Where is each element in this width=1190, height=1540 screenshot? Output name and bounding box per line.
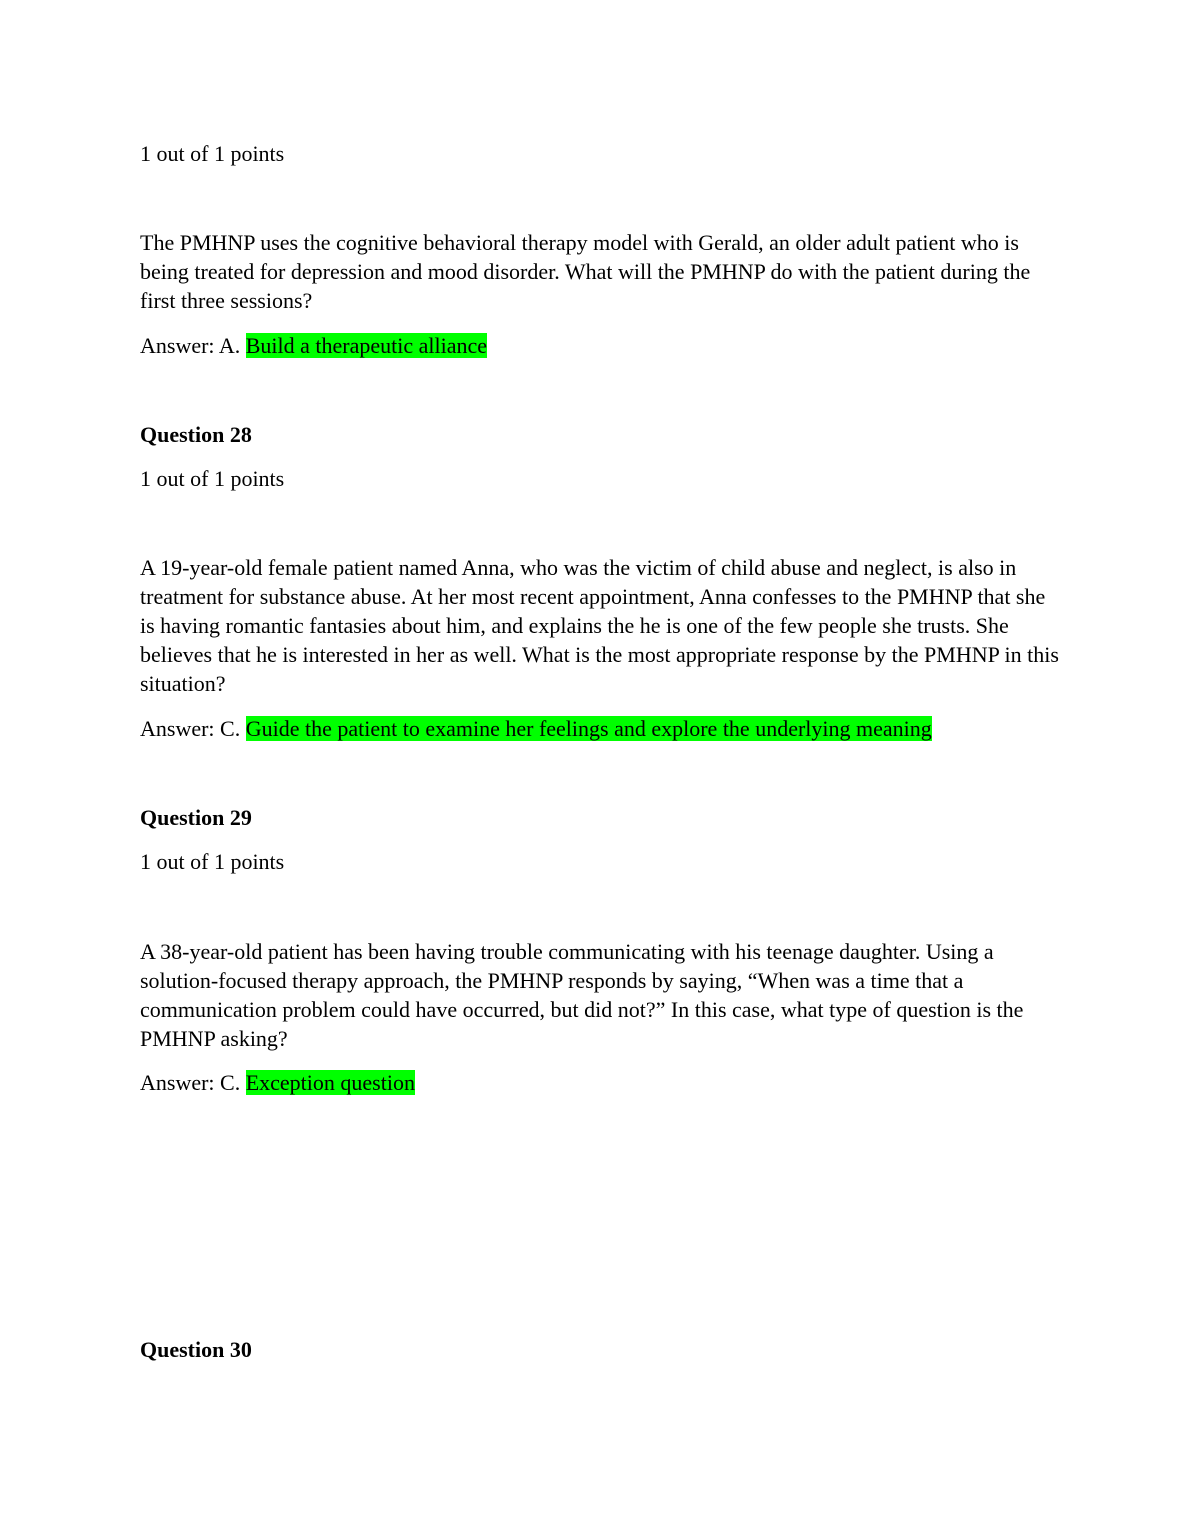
answer-highlight: Guide the patient to examine her feelings and explore the underlying meaning <box>245 716 932 741</box>
answer-prefix: Answer: A. <box>140 333 241 358</box>
question-text: A 19-year-old female patient named Anna, who was the victim of child abuse and neglect, is also in treatment for substance abuse. At her most recent appointment, Anna confesses to the PMHNP that she is having romantic fantasies about him, and explains the he is one of the few people she trusts. She believes that he is interested in her as well. What is the most appropriate response by the PMHNP in this situation? <box>140 555 1059 696</box>
answer-line <box>140 1068 415 1097</box>
question-text: The PMHNP uses the cognitive behavioral therapy model with Gerald, an older adult patient who is being treated for depression and mood disorder. What will the PMHNP do with the patient during the first three sessions? <box>140 230 1031 313</box>
question-heading: Question 28 <box>140 422 252 447</box>
question-heading: Question 30 <box>140 1337 252 1362</box>
question-text: A 38-year-old patient has been having trouble communicating with his teenage daughter. Using a solution-focused therapy approach, the PMHNP responds by saying, “When was a time that a communication problem could have occurred, but did not?” In this case, what type of question is the PMHNP asking? <box>140 939 1024 1051</box>
answer-line <box>140 714 932 743</box>
answer-highlight: Build a therapeutic alliance <box>245 333 487 358</box>
answer-highlight: Exception question <box>245 1070 415 1095</box>
question-heading: Question 29 <box>140 805 252 830</box>
points-label: 1 out of 1 points <box>140 466 285 491</box>
answer-prefix: Answer: C. <box>140 716 241 741</box>
points-label: 1 out of 1 points <box>140 849 285 874</box>
answer-prefix: Answer: C. <box>140 1070 241 1095</box>
answer-line <box>140 331 487 360</box>
points-label: 1 out of 1 points <box>140 141 285 166</box>
